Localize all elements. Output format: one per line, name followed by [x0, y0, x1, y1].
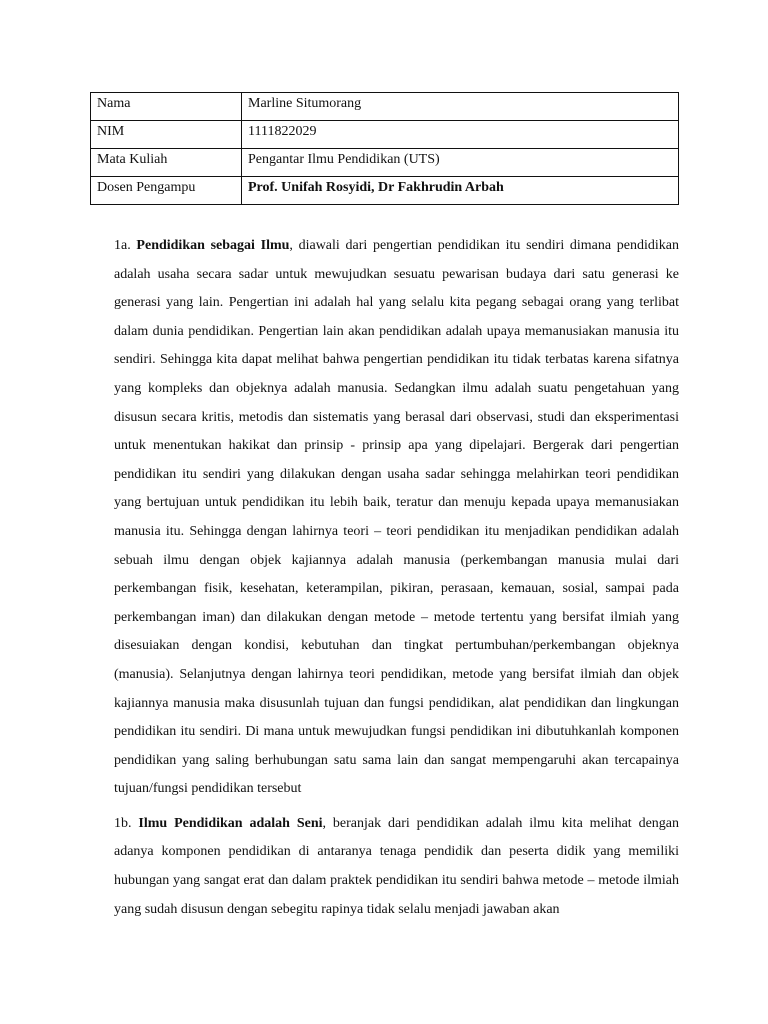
info-row-nama — [91, 93, 679, 121]
info-label: Nama — [91, 93, 242, 121]
info-row-nim — [91, 121, 679, 149]
info-value: Pengantar Ilmu Pendidikan (UTS) — [242, 149, 679, 177]
paragraph-1b — [114, 810, 679, 924]
paragraph-text: , diawali dari pengertian pendidikan itu sendiri dimana pendidikan adalah usaha secara sadar untuk mewujudkan sesuatu pewarisan budaya dari satu generasi ke generasi yang lain. Pengertian ini adalah hal yang selalu kita pegang sebagai orang yang terlibat dalam dunia pendidikan. Pengertian lain akan pendidikan adalah upaya memanusiakan manusia itu sendiri. Sehingga kita dapat melihat bahwa pengertian pendidikan itu tidak terbatas karena sifatnya yang kompleks dan objeknya adalah manusia. Sedangkan ilmu adalah suatu pengetahuan yang disusun secara kritis, metodis dan sistematis yang berasal dari observasi, studi dan eksperimentasi untuk menentukan hakikat dan prinsip - prinsip apa yang dipelajari. Bergerak dari pengertian pendidikan itu sendiri yang dilakukan dengan usaha sadar sehingga melahirkan teori pendidikan yang bertujuan untuk pendidikan itu lebih baik, teratur dan menuju kepada upaya memanusiakan manusia itu. Sehingga dengan lahirnya teori – teori pendidikan itu menjadikan pendidikan adalah sebuah ilmu dengan objek kajiannya adalah manusia (perkembangan manusia mulai dari perkembangan fisik, kesehatan, keterampilan, pikiran, perasaan, kemauan, sosial, sampai pada perkembangan iman) dan dilakukan dengan metode – metode tertentu yang bersifat ilmiah yang disesuiakan dengan kondisi, kebutuhan dan tingkat pertumbuhan/perkembangan objeknya (manusia). Selanjutnya dengan lahirnya teori pendidikan, metode yang bersifat ilmiah dan objek kajiannya manusia maka disusunlah tujuan dan fungsi pendidikan, alat pendidikan dan lingkungan pendidikan itu sendiri. Di mana untuk mewujudkan fungsi pendidikan ini dibutuhkanlah komponen pendidikan yang saling berhubungan satu sama lain dan sangat mempengaruhi akan tercapainya tujuan/fungsi pendidikan tersebut — [114, 238, 679, 797]
info-row-dosen-pengampu — [91, 177, 679, 205]
info-label: NIM — [91, 121, 242, 149]
document-body — [114, 232, 679, 924]
student-info-table — [90, 92, 679, 205]
paragraph-title: Ilmu Pendidikan adalah Seni — [138, 815, 323, 831]
info-value: 1111822029 — [242, 121, 679, 149]
info-label: Mata Kuliah — [91, 149, 242, 177]
info-row-mata-kuliah — [91, 149, 679, 177]
paragraph-1a — [114, 232, 679, 804]
paragraph-title: Pendidikan sebagai Ilmu — [136, 238, 290, 253]
paragraph-number: 1b. — [114, 815, 132, 831]
info-label: Dosen Pengampu — [91, 177, 242, 205]
paragraph-number: 1a. — [114, 238, 131, 253]
paragraph-text: , beranjak dari pendidikan adalah ilmu kita melihat dengan adanya komponen pendidikan di antaranya tenaga pendidik dan peserta didik yang memiliki hubungan yang sangat erat dan dalam praktek pendidikan itu sendiri bahwa metode – metode ilmiah yang sudah disusun dengan sebegitu rapinya tidak selalu menjadi jawaban akan — [114, 815, 679, 917]
info-value: Marline Situmorang — [242, 93, 679, 121]
info-value: Prof. Unifah Rosyidi, Dr Fakhrudin Arbah — [242, 177, 679, 205]
